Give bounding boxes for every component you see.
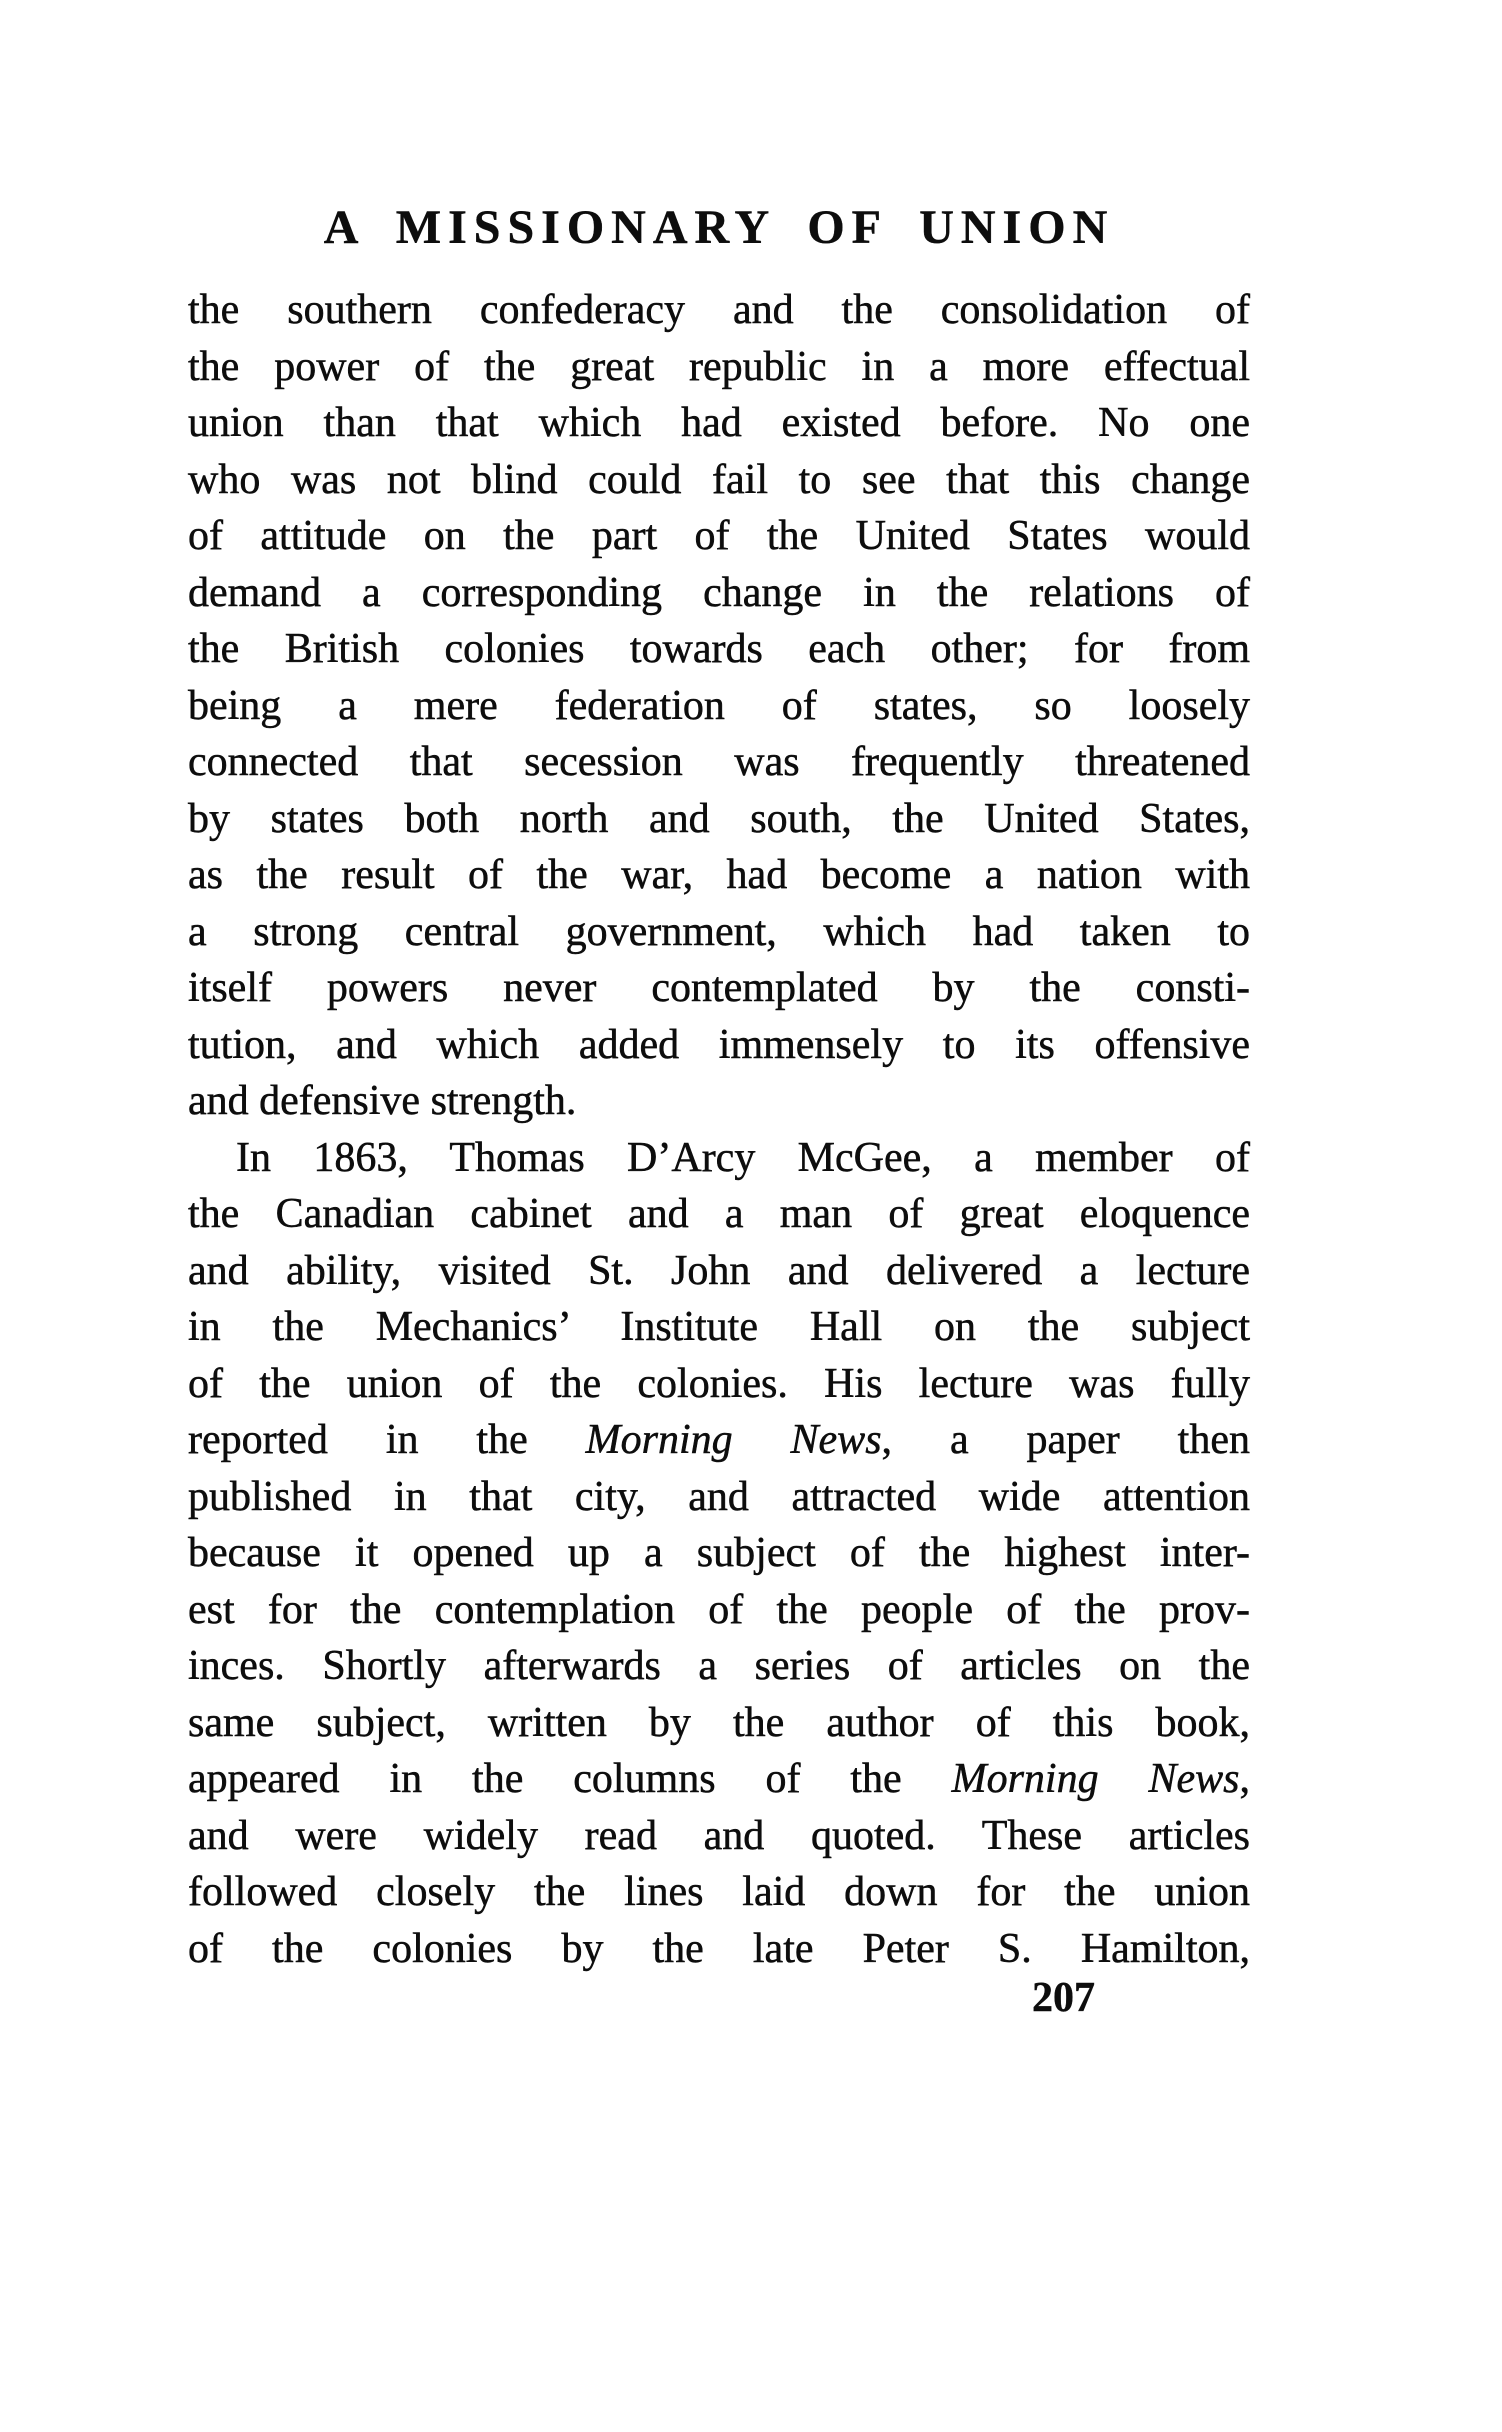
text-line [188, 1864, 1250, 1921]
text-segment: and ability, visited St. John and delivered a lecture [188, 1247, 1250, 1294]
text-line [188, 847, 1250, 904]
text-segment: of the colonies by the late Peter S. Hamilton, [188, 1925, 1250, 1972]
text-line [188, 395, 1250, 452]
text-line [188, 1412, 1250, 1469]
text-segment: union than that which had existed before. No one [188, 400, 1250, 446]
text-line [188, 960, 1250, 1017]
text-line [188, 1017, 1250, 1074]
text-segment: , a paper then [881, 1417, 1250, 1463]
text-line [188, 339, 1250, 396]
page-body [188, 282, 1250, 1977]
text-segment: a strong central government, which had taken to [188, 908, 1250, 955]
text-line [188, 734, 1250, 791]
text-line [188, 1921, 1250, 1978]
text-segment: the southern confederacy and the consolidation of [188, 287, 1250, 333]
text-line [188, 1073, 1250, 1130]
text-line [188, 1695, 1250, 1752]
text-segment: being a mere federation of states, so loosely [188, 682, 1250, 729]
text-line [188, 1186, 1250, 1243]
text-segment: and defensive strength. [188, 1078, 577, 1124]
text-segment: inces. Shortly afterwards a series of articles on the [188, 1643, 1250, 1689]
text-segment: and were widely read and quoted. These articles [188, 1812, 1250, 1859]
italic-text: Morning News [951, 1756, 1240, 1802]
text-segment: the Canadian cabinet and a man of great eloquence [188, 1191, 1250, 1237]
page-number: 207 [1032, 1975, 1095, 2021]
text-segment: of the union of the colonies. His lecture was fully [188, 1360, 1250, 1407]
text-line [188, 508, 1250, 565]
text-segment: , [1239, 1756, 1250, 1802]
text-segment: in the Mechanics’ Institute Hall on the subject [188, 1304, 1250, 1350]
text-line [188, 565, 1250, 622]
text-segment: the British colonies towards each other; for from [188, 626, 1250, 672]
text-line [188, 1525, 1250, 1582]
text-segment: itself powers never contemplated by the consti- [188, 965, 1250, 1011]
text-segment: by states both north and south, the United States, [188, 795, 1250, 842]
text-line [188, 282, 1250, 339]
text-segment: reported in the [188, 1417, 586, 1463]
text-segment: of attitude on the part of the United States would [188, 513, 1250, 559]
text-line [188, 1638, 1250, 1695]
text-segment: same subject, written by the author of this book, [188, 1699, 1250, 1746]
text-segment: tution, and which added immensely to its offensive [188, 1021, 1250, 1068]
page-header: A MISSIONARY OF UNION [323, 201, 1115, 254]
text-line [188, 678, 1250, 735]
italic-text: Morning News [585, 1417, 882, 1463]
text-line [188, 1808, 1250, 1865]
text-segment: demand a corresponding change in the relations of [188, 569, 1250, 616]
text-segment: appeared in the columns of the [188, 1756, 952, 1802]
text-segment: published in that city, and attracted wide attention [188, 1473, 1250, 1520]
text-line [188, 1243, 1250, 1300]
text-line [188, 1582, 1250, 1639]
text-line [188, 791, 1250, 848]
text-segment: the power of the great republic in a more effectual [188, 343, 1250, 390]
text-segment: as the result of the war, had become a nation with [188, 852, 1250, 898]
text-segment: connected that secession was frequently threatened [188, 739, 1250, 785]
text-segment: est for the contemplation of the people of the prov- [188, 1586, 1250, 1633]
text-line [188, 452, 1250, 509]
text-segment: In 1863, Thomas D’Arcy McGee, a member of [236, 1134, 1250, 1181]
text-segment: followed closely the lines laid down for the union [188, 1869, 1250, 1915]
text-segment: who was not blind could fail to see that this change [188, 456, 1250, 503]
text-line [188, 1299, 1250, 1356]
text-line [188, 621, 1250, 678]
text-line [188, 1356, 1250, 1413]
text-line [188, 1130, 1250, 1187]
text-line [188, 1751, 1250, 1808]
text-segment: because it opened up a subject of the highest inter- [188, 1530, 1250, 1576]
text-line [188, 904, 1250, 961]
text-line [188, 1469, 1250, 1526]
